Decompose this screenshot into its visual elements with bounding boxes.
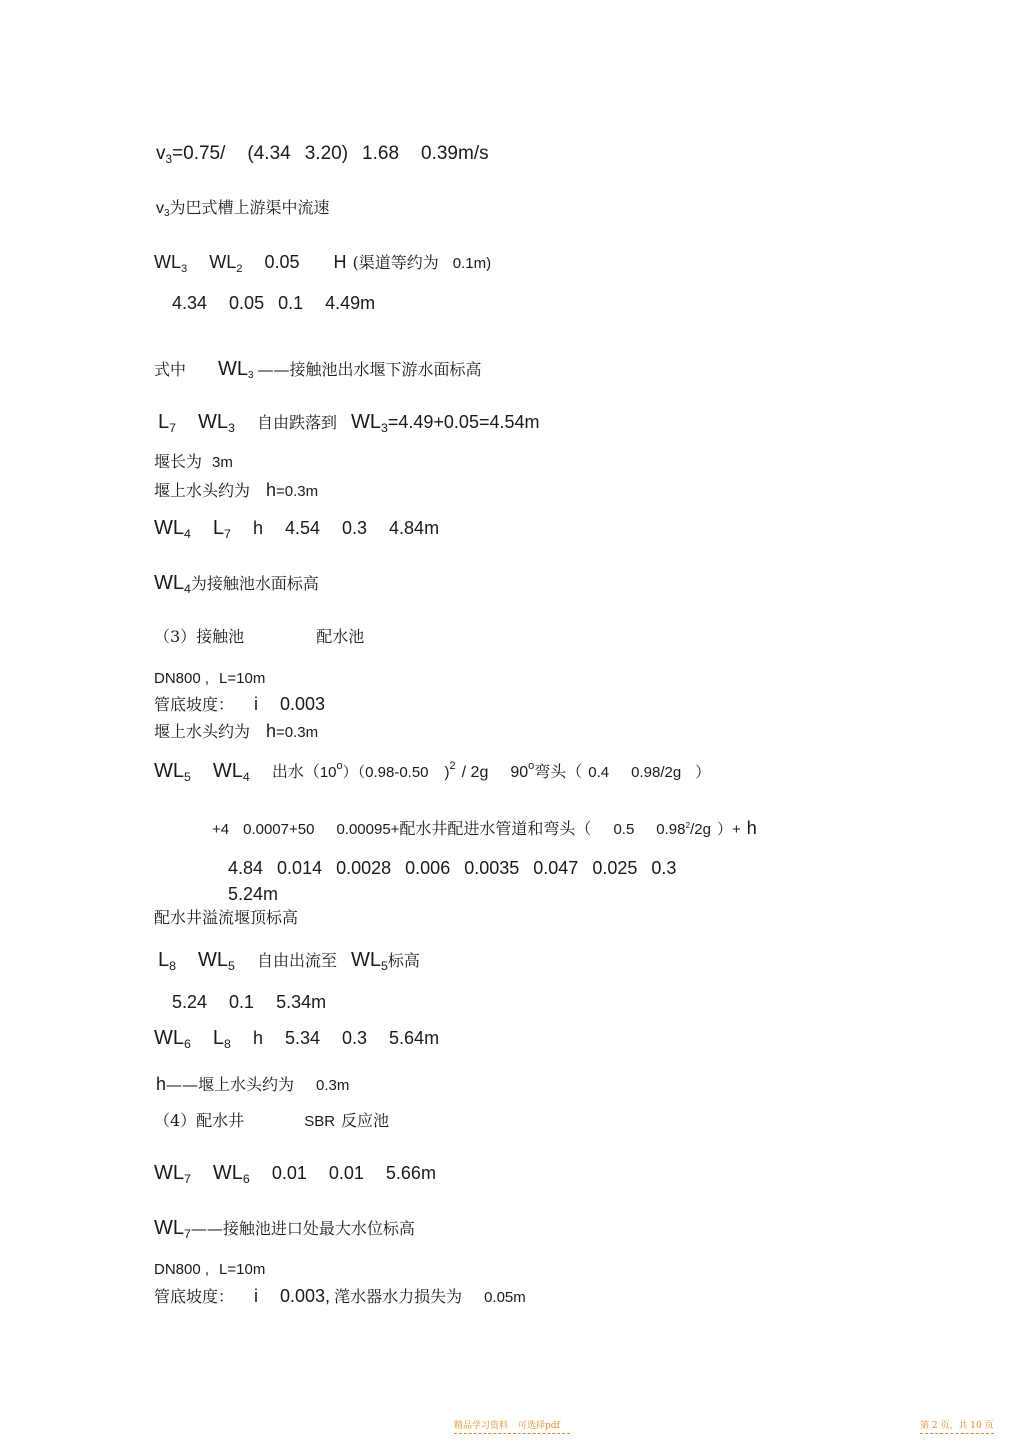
eq-wl5-continued: +4 0.0007+50 0.00095+配水井配进水管道和弯头（ 0.5 0.982/2g ）+ h	[212, 818, 757, 838]
v3-description: v3为巴式槽上游渠中流速	[156, 198, 330, 220]
eq-wl5: WL5 WL4 出水（10o）（0.98-0.50 )2 / 2g 90o弯头（ 0.4 0.98/2g ）	[154, 760, 711, 784]
eq-l8-free-flow: L8 WL5 自由出流至 WL5标高	[158, 949, 420, 973]
weir-length: 堰长为 3m	[154, 452, 233, 471]
wl3-definition: 式中 WL3 ——接触池出水堰下游水面标高	[154, 358, 482, 382]
eq-wl4: WL4 L7 h 4.54 0.3 4.84m	[154, 517, 440, 541]
eq-wl6: WL6 L8 h 5.34 0.3 5.64m	[154, 1027, 440, 1051]
eq-l8-result: 5.24 0.1 5.34m	[172, 992, 327, 1012]
footer-left-label: 精品学习资料	[454, 1421, 509, 1431]
eq-wl7: WL7 WL6 0.01 0.01 5.66m	[154, 1162, 436, 1186]
eq-l7-free-fall: L7 WL3 自由跌落到 WL3=4.49+0.05=4.54m	[158, 411, 540, 435]
overflow-weir-label: 配水井溢流堰顶标高	[154, 908, 299, 927]
wl7-definition: WL7——接触池进口处最大水位标高	[154, 1217, 415, 1241]
footer-mid-label: 可选择pdf	[518, 1421, 560, 1431]
footer-right-dashes	[920, 1433, 994, 1434]
eq-v3-value: v3=0.75/ (4.34 3.20) 1.68 0.39m/s	[156, 143, 489, 166]
section-4-heading: （4）配水井 SBR 反应池	[154, 1111, 390, 1130]
page-number: 第 2 页，共 10 页	[920, 1421, 994, 1431]
eq-wl3-result: 4.34 0.05 0.1 4.49m	[172, 293, 376, 313]
pipe-slope-2: 管底坡度： i 0.003, 滗水器水力损失为 0.05m	[154, 1286, 526, 1306]
weir-head-2: 堰上水头约为 h=0.3m	[154, 721, 319, 741]
h-definition: h——堰上水头约为 0.3m	[156, 1074, 350, 1094]
weir-head-1: 堰上水头约为 h=0.3m	[154, 480, 319, 500]
section-3-heading: （3）接触池 配水池	[154, 627, 365, 646]
pipe-spec-1: DN800 , L=10m	[154, 670, 266, 687]
pipe-slope-1: 管底坡度： i 0.003	[154, 694, 326, 714]
eq-wl5-result: 5.24m	[228, 884, 279, 904]
footer-left-dashes	[454, 1433, 570, 1434]
eq-wl5-values: 4.84 0.014 0.0028 0.006 0.0035 0.047 0.025 0.3	[228, 858, 677, 878]
eq-wl3: WL3 WL2 0.05 H (渠道等约为 0.1m)	[154, 252, 492, 275]
pipe-spec-2: DN800 , L=10m	[154, 1261, 266, 1278]
wl4-definition: WL4为接触池水面标高	[154, 572, 319, 596]
